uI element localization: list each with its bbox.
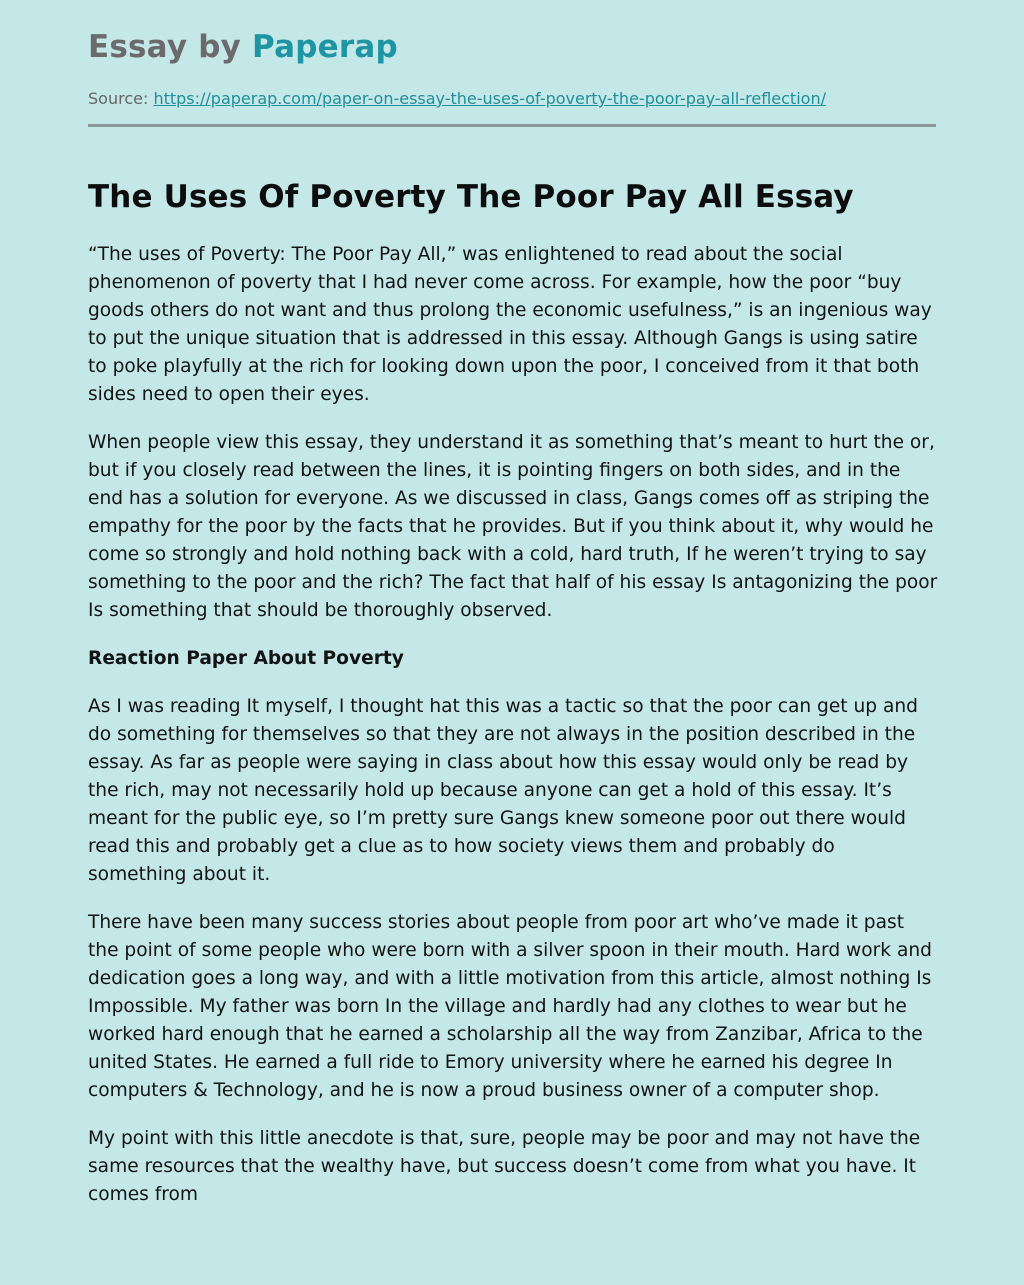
source-label: Source: xyxy=(88,89,149,108)
paragraph-3: As I was reading It myself, I thought hat this was a tactic so that the poor can get up and do something for themselves so that they are not always in the position described in the essay. As far as people were saying in class about how this essay would only be read by the rich, may not necessarily hold up because anyone can get a hold of this essay. It’s meant for the public eye, so I’m pretty sure Gangs knew someone poor out there would read this and probably get a clue as to how society views them and probably do something about it. xyxy=(88,696,918,885)
source-link[interactable]: https://paperap.com/paper-on-essay-the-uses-of-poverty-the-poor-pay-all-reflection/ xyxy=(153,89,826,108)
header-divider xyxy=(88,124,936,127)
section-heading: Reaction Paper About Poverty xyxy=(88,648,404,669)
article-body xyxy=(88,241,938,1229)
site-logo[interactable] xyxy=(88,29,398,65)
paragraph-1: “The uses of Poverty: The Poor Pay All,” was enlightened to read about the social phenomenon of poverty that I had never come across. For example, how the poor “buy goods others do not want and thus prolong the economic usefulness,” is an ingenious way to put the unique situation that is addressed in this essay. Although Gangs is using satire to poke playfully at the rich for looking down upon the poor, I conceived from it that both sides need to open their eyes. xyxy=(88,244,932,405)
paragraph-4: There have been many success stories about people from poor art who’ve made it past the point of some people who were born with a silver spoon in their mouth. Hard work and dedication goes a long way, and with a little motivation from this article, almost nothing Is Impossible. My father was born In the village and hardly had any clothes to wear but he worked hard enough that he earned a scholarship all the way from Zanzibar, Africa to the united States. He earned a full ride to Emory university where he earned his degree In computers & Technology, and he is now a proud business owner of a computer shop. xyxy=(88,912,932,1101)
paragraph-2: When people view this essay, they understand it as something that’s meant to hurt the or, but if you closely read between the lines, it is pointing fingers on both sides, and in the end has a solution for everyone. As we discussed in class, Gangs comes off as striping the empathy for the poor by the facts that he provides. But if you think about it, why would he come so strongly and hold nothing back with a cold, hard truth, If he weren’t trying to say something to the poor and the rich? The fact that half of his essay Is antagonizing the poor Is something that should be thoroughly observed. xyxy=(88,432,938,621)
paragraph-5: My point with this little anecdote is that, sure, people may be poor and may not have the same resources that the wealthy have, but success doesn’t come from what you have. It comes from xyxy=(88,1128,921,1205)
brand-name: Paperap xyxy=(252,29,398,65)
page-title: The Uses Of Poverty The Poor Pay All Essay xyxy=(88,179,854,215)
source-line xyxy=(88,89,826,108)
brand-prefix: Essay by xyxy=(88,29,253,65)
